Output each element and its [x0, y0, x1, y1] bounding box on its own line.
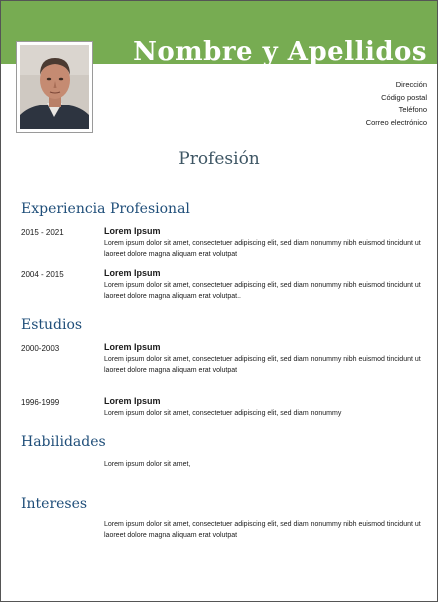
experience-heading: Experiencia Profesional: [21, 201, 190, 217]
contact-postal-code: Código postal: [381, 92, 427, 102]
contact-info: [366, 79, 427, 129]
entry-dates: 1996-1999: [21, 398, 60, 407]
education-heading: Estudios: [21, 317, 83, 333]
profession-title: Profesión: [178, 149, 260, 169]
entry-description: Lorem ipsum dolor sit amet, consectetuer adipiscing elit, sed diam nonummy nibh euismod tincidunt ut laoreet dolore magna aliquam erat volutpat..: [104, 282, 421, 300]
entry-dates: 2004 - 2015: [21, 270, 64, 279]
entry-title: Lorem Ipsum: [104, 396, 161, 406]
entry-title: Lorem Ipsum: [104, 268, 161, 278]
contact-phone: Teléfono: [398, 105, 427, 114]
entry-description: Lorem ipsum dolor sit amet, consectetuer adipiscing elit, sed diam nonummy: [104, 410, 342, 417]
entry-description: Lorem ipsum dolor sit amet, consectetuer adipiscing elit, sed diam nonummy nibh euismod tincidunt ut laoreet dolore magna aliquam erat volutpat: [104, 240, 421, 258]
full-name: Nombre y Apellidos: [133, 37, 427, 67]
entry-title: Lorem Ipsum: [104, 342, 161, 352]
entry-dates: 2000-2003: [21, 344, 60, 353]
interests-text: Lorem ipsum dolor sit amet, consectetuer adipiscing elit, sed diam nonummy nibh euismod tincidunt ut laoreet dolore magna aliquam erat volutpat: [104, 521, 421, 539]
skills-heading: Habilidades: [21, 434, 106, 450]
skills-text: Lorem ipsum dolor sit amet,: [104, 461, 191, 468]
contact-email: Correo electrónico: [365, 117, 427, 127]
contact-address: Dirección: [395, 80, 427, 89]
entry-dates: 2015 - 2021: [21, 228, 64, 237]
entry-title: Lorem Ipsum: [104, 226, 161, 236]
portrait-image: [20, 45, 89, 129]
entry-description: Lorem ipsum dolor sit amet, consectetuer adipiscing elit, sed diam nonummy nibh euismod tincidunt ut laoreet dolore magna aliquam erat volutpat: [104, 356, 421, 374]
interests-heading: Intereses: [21, 496, 88, 512]
profile-photo: [17, 42, 92, 132]
